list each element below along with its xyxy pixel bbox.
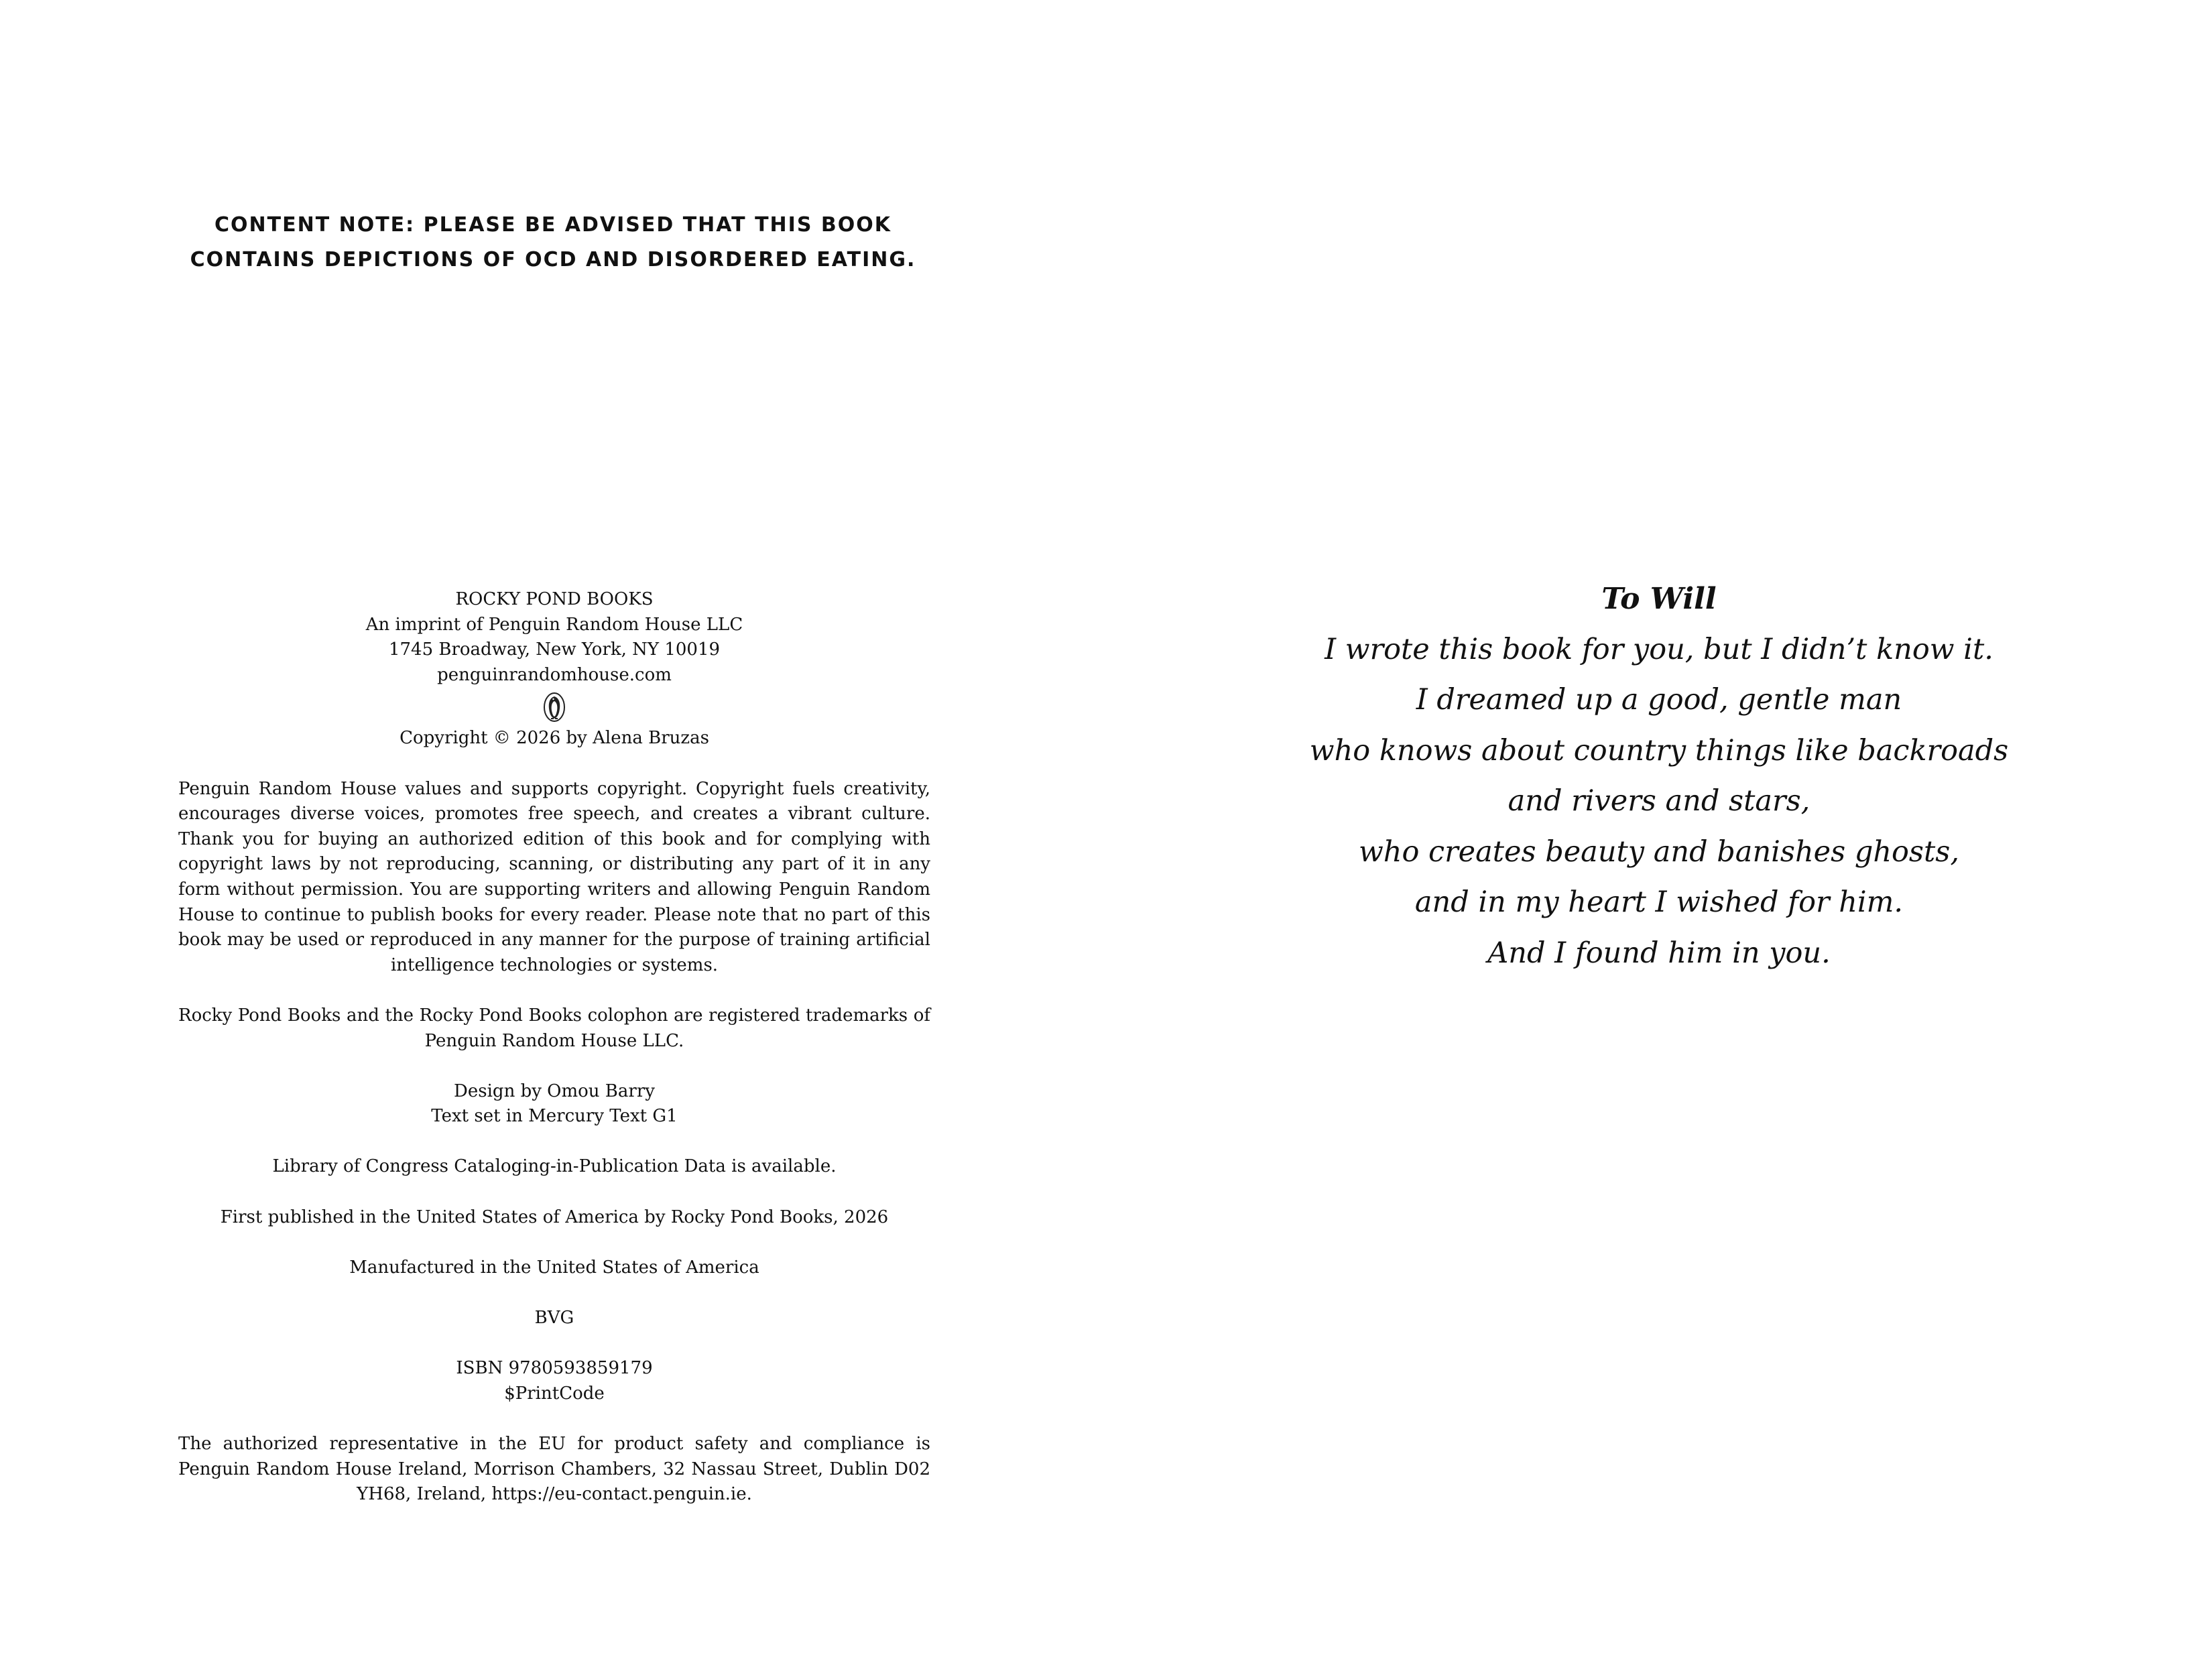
design-credit: Design by Omou Barry	[454, 1081, 655, 1101]
trademark-notice: Rocky Pond Books and the Rocky Pond Books colophon are registered trademarks of Penguin Random House LLC.	[178, 1005, 930, 1051]
typeface-credit: Text set in Mercury Text G1	[431, 1106, 678, 1127]
copyright-line: Copyright © 2026 by Alena Bruzas	[400, 728, 709, 749]
dedication-title: To Will	[1601, 582, 1717, 616]
dedication-line: and in my heart I wished for him.	[1414, 885, 1904, 919]
dedication-line: And I found him in you.	[1487, 936, 1831, 970]
content-note-line: CONTAINS DEPICTIONS OF OCD AND DISORDERED EATING.	[190, 248, 916, 271]
penguin-logo-icon	[178, 688, 930, 726]
dedication	[1106, 574, 2212, 979]
copyright-block	[178, 587, 930, 1508]
cip-notice: Library of Congress Cataloging-in-Publication Data is available.	[272, 1156, 837, 1177]
dedication-line: who creates beauty and banishes ghosts,	[1358, 835, 1960, 869]
publisher-address: 1745 Broadway, New York, NY 10019	[388, 639, 721, 660]
isbn: ISBN 9780593859179	[456, 1358, 653, 1379]
print-code: $PrintCode	[504, 1383, 605, 1404]
copyright-statement: Penguin Random House values and supports copyright. Copyright fuels creativity, encourages diverse voices, promotes free speech, and creates a vibrant culture. Thank you for buying an authorized edition of this book and for complying with copyright laws by not reproducing, scanning, or distributing any part of it in any form without permission. You are supporting writers and allowing Penguin Random House to continue to publish books for every reader. Please note that no part of this book may be used or reproduced in any manner for the purpose of training artificial intelligence technologies or systems.	[178, 778, 930, 975]
dedication-line: who knows about country things like backroads	[1309, 733, 2009, 767]
eu-representative: The authorized representative in the EU for product safety and compliance is Penguin Random House Ireland, Morrison Chambers, 32 Nassau Street, Dublin D02 YH68, Ireland, https://eu-contact.penguin.ie.	[178, 1434, 930, 1505]
content-note	[161, 208, 945, 278]
content-note-line: CONTENT NOTE: PLEASE BE ADVISED THAT THIS BOOK	[214, 213, 892, 237]
printer-code: BVG	[534, 1308, 574, 1329]
dedication-line: and rivers and stars,	[1508, 784, 1810, 818]
dedication-page	[1106, 0, 2212, 1659]
dedication-line: I dreamed up a good, gentle man	[1416, 683, 1902, 717]
manufactured-in: Manufactured in the United States of America	[349, 1257, 759, 1278]
dedication-line: I wrote this book for you, but I didn’t know it.	[1325, 632, 1993, 666]
publisher-website: penguinrandomhouse.com	[437, 664, 672, 685]
publisher-imprint: An imprint of Penguin Random House LLC	[365, 614, 743, 635]
first-published: First published in the United States of America by Rocky Pond Books, 2026	[220, 1207, 889, 1227]
publisher-name: ROCKY POND BOOKS	[455, 589, 654, 609]
